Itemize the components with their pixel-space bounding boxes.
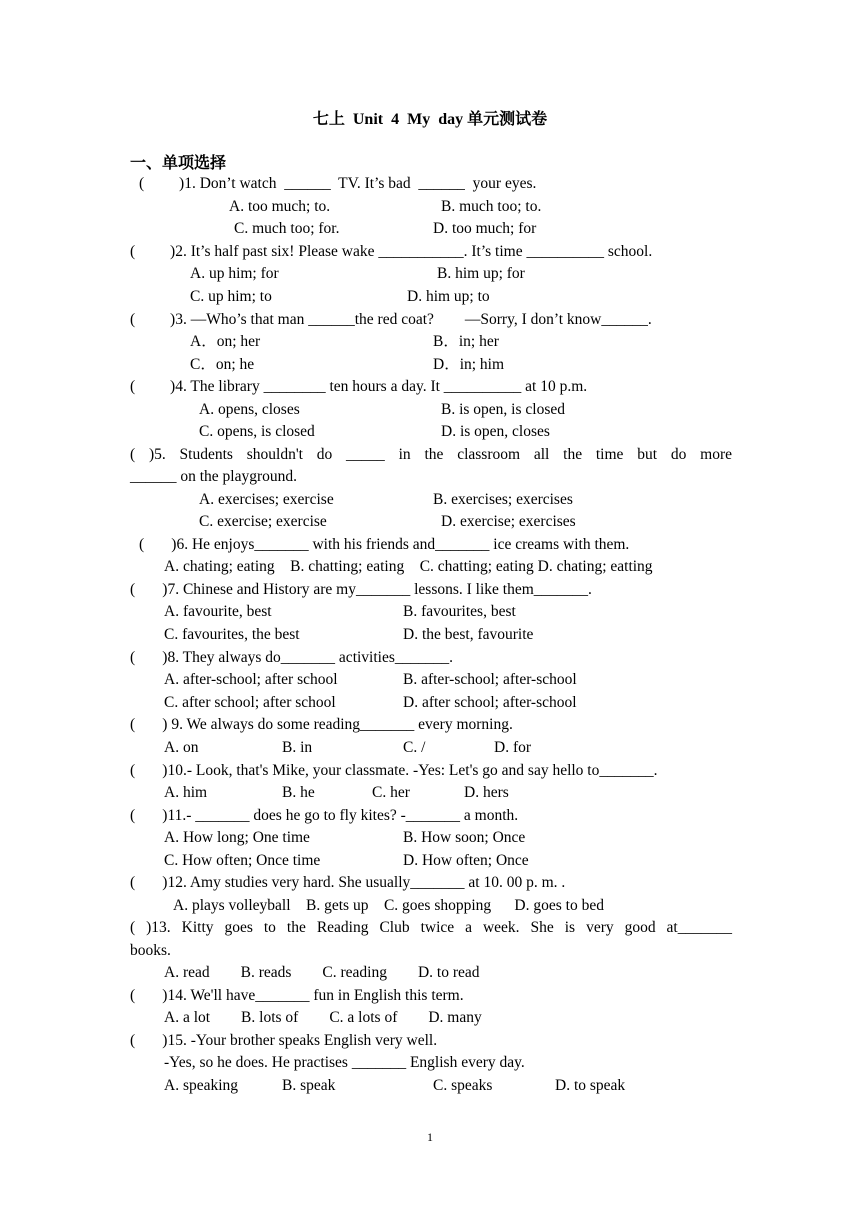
q7-option-a: A. favourite, best [164, 603, 272, 620]
question-13: ( )13. Kitty goes to the Reading Club twice a week. She is very good at_______ [130, 919, 732, 936]
q3-option-c: C．on; he [190, 356, 255, 373]
q5-option-b: B. exercises; exercises [433, 491, 573, 508]
question-1: ( )1. Don’t watch ______ TV. It’s bad ______ your eyes. [139, 175, 537, 192]
q2-option-a: A. up him; for [190, 265, 279, 282]
q8-option-a: A. after-school; after school [164, 671, 338, 688]
q7-option-d: D. the best, favourite [403, 626, 534, 643]
q10-option-b: B. he [282, 784, 315, 801]
q6-options: A. chating; eating B. chatting; eating C. chatting; eating D. chating; eatting [164, 558, 653, 575]
q15-option-c: C. speaks [433, 1077, 493, 1094]
q5-option-a: A. exercises; exercise [199, 491, 334, 508]
q8-option-b: B. after-school; after-school [403, 671, 577, 688]
q8-option-c: C. after school; after school [164, 694, 336, 711]
q11-option-b: B. How soon; Once [403, 829, 526, 846]
q4-option-a: A. opens, closes [199, 401, 300, 418]
section-heading: 一、单项选择 [130, 155, 227, 172]
q15-option-b: B. speak [282, 1077, 336, 1094]
q10-option-c: C. her [372, 784, 410, 801]
question-7: ( )7. Chinese and History are my_______ lessons. I like them_______. [130, 581, 592, 598]
q14-options: A. a lot B. lots of C. a lots of D. many [164, 1009, 482, 1026]
q8-option-d: D. after school; after-school [403, 694, 577, 711]
q11-option-c: C. How often; Once time [164, 852, 321, 869]
q15-option-a: A. speaking [164, 1077, 239, 1094]
question-3: ( )3. —Who’s that man ______the red coat? —Sorry, I don’t know______. [130, 311, 652, 328]
q11-option-a: A. How long; One time [164, 829, 310, 846]
question-15-cont: -Yes, so he does. He practises _______ English every day. [164, 1054, 525, 1071]
q5-option-c: C. exercise; exercise [199, 513, 327, 530]
q2-option-c: C. up him; to [190, 288, 272, 305]
q13-options: A. read B. reads C. reading D. to read [164, 964, 480, 981]
question-5-cont: ______ on the playground. [130, 468, 298, 485]
q9-option-d: D. for [494, 739, 532, 756]
q3-option-b: B．in; her [433, 333, 499, 350]
question-13-cont: books. [130, 942, 171, 959]
question-10: ( )10.- Look, that's Mike, your classmate. -Yes: Let's go and say hello to_______. [130, 762, 658, 779]
question-6: ( )6. He enjoys_______ with his friends and_______ ice creams with them. [139, 536, 630, 553]
q3-option-d: D．in; him [433, 356, 505, 373]
question-8: ( )8. They always do_______ activities_______. [130, 649, 454, 666]
q15-option-d: D. to speak [555, 1077, 626, 1094]
question-4: ( )4. The library ________ ten hours a day. It __________ at 10 p.m. [130, 378, 588, 395]
q7-option-c: C. favourites, the best [164, 626, 300, 643]
q12-options: A. plays volleyball B. gets up C. goes shopping D. goes to bed [173, 897, 604, 914]
question-15: ( )15. -Your brother speaks English very well. [130, 1032, 438, 1049]
page-number: 1 [427, 1130, 433, 1144]
question-14: ( )14. We'll have_______ fun in English this term. [130, 987, 464, 1004]
q1-option-c: C. much too; for. [234, 220, 340, 237]
question-2: ( )2. It’s half past six! Please wake ___________. It’s time __________ school. [130, 243, 653, 260]
q10-option-d: D. hers [464, 784, 509, 801]
q11-option-d: D. How often; Once [403, 852, 529, 869]
q1-option-d: D. too much; for [433, 220, 537, 237]
q4-option-c: C. opens, is closed [199, 423, 315, 440]
q9-option-c: C. / [403, 739, 426, 756]
q3-option-a: A．on; her [190, 333, 261, 350]
q10-option-a: A. him [164, 784, 208, 801]
question-5: ( )5. Students shouldn't do _____ in the classroom all the time but do more [130, 446, 732, 463]
q2-option-b: B. him up; for [437, 265, 525, 282]
q2-option-d: D. him up; to [407, 288, 490, 305]
q9-option-b: B. in [282, 739, 313, 756]
question-11: ( )11.- _______ does he go to fly kites? -_______ a month. [130, 807, 519, 824]
q4-option-d: D. is open, closes [441, 423, 550, 440]
q1-option-b: B. much too; to. [441, 198, 542, 215]
q7-option-b: B. favourites, best [403, 603, 516, 620]
question-9: ( ) 9. We always do some reading_______ every morning. [130, 716, 513, 733]
q9-option-a: A. on [164, 739, 199, 756]
page-title: 七上 Unit 4 My day 单元测试卷 [312, 111, 548, 128]
q5-option-d: D. exercise; exercises [441, 513, 576, 530]
q4-option-b: B. is open, is closed [441, 401, 565, 418]
q1-option-a: A. too much; to. [229, 198, 331, 215]
question-12: ( )12. Amy studies very hard. She usually_______ at 10. 00 p. m. . [130, 874, 566, 891]
